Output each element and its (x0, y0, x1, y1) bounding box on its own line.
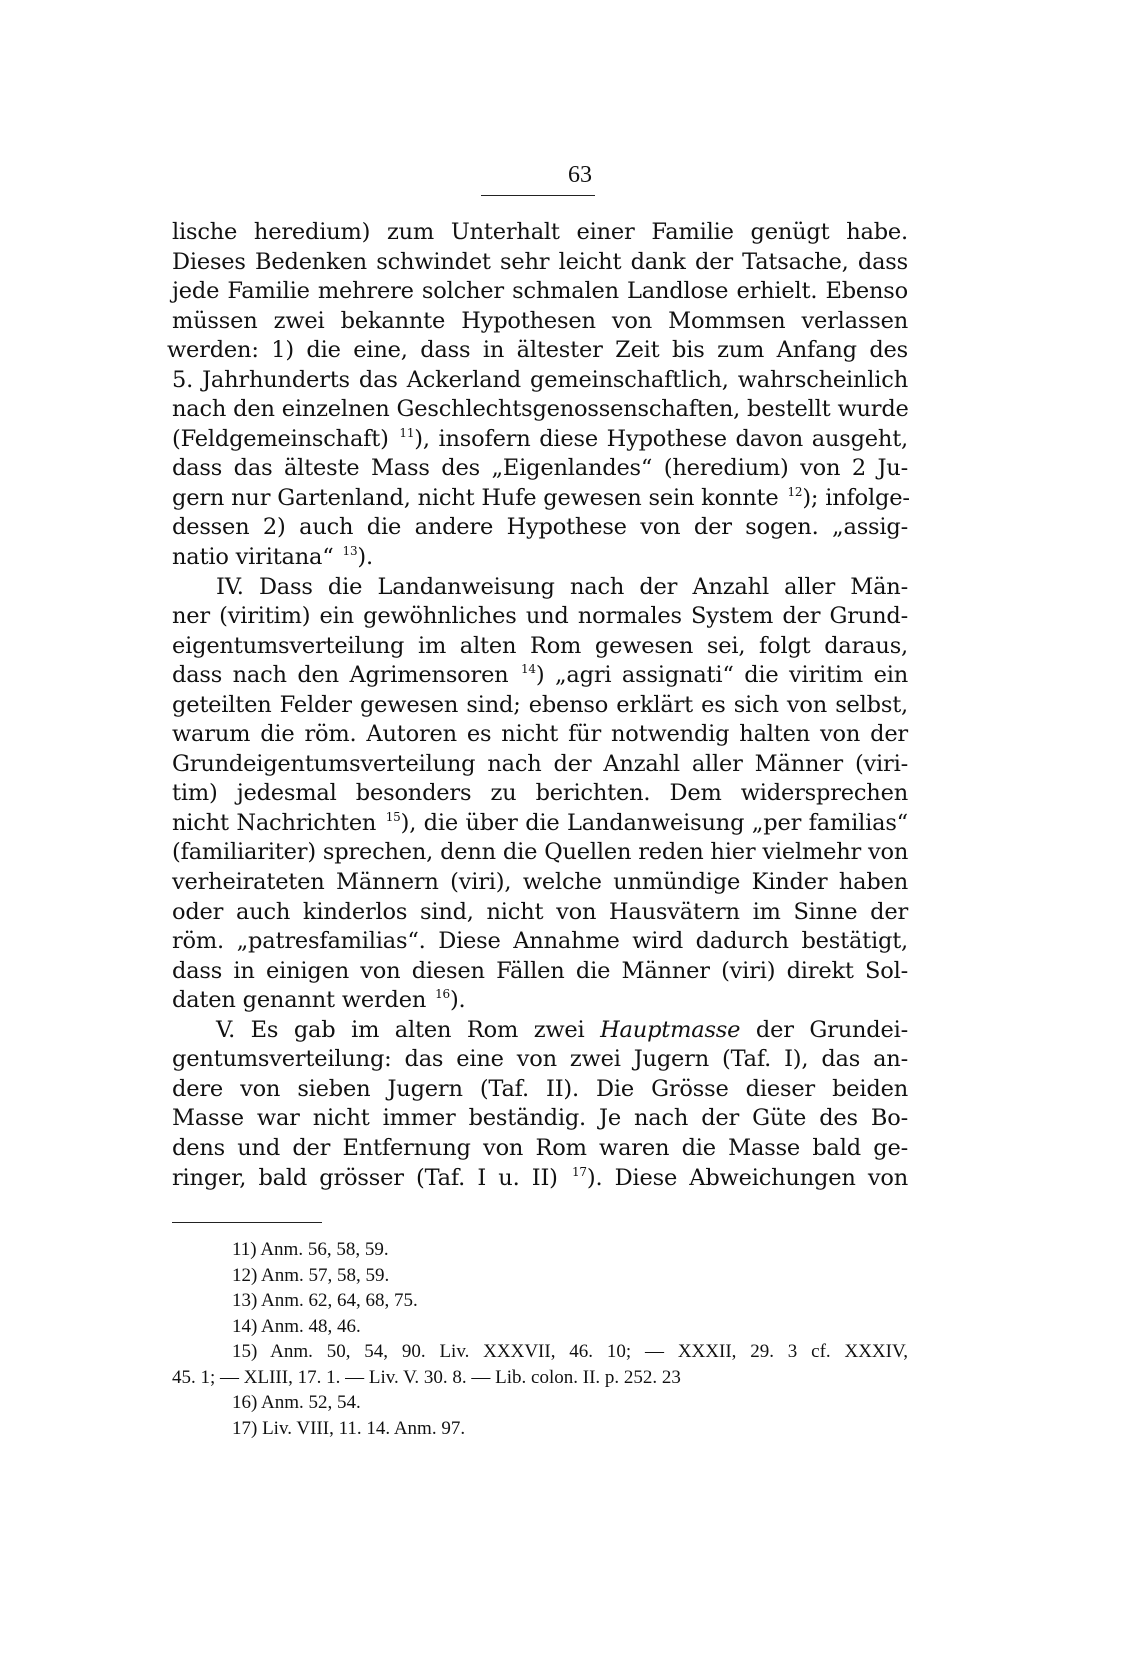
text-line: warum die röm. Autoren es nicht für notwendig halten von der (172, 721, 908, 748)
text-line: röm. „patresfamilias“. Diese Annahme wird dadurch bestätigt, (172, 928, 908, 955)
text-line: oder auch kinderlos sind, nicht von Hausvätern im Sinne der (172, 898, 908, 925)
text-line: lische heredium) zum Unterhalt einer Familie genügt habe. (172, 219, 908, 245)
footnote-ref: 12 (787, 484, 803, 499)
text-line: nicht Nachrichten $^{15}$), die über die Landanweisung „per familias“ (172, 809, 908, 836)
text-line: geteilten Felder gewesen sind; ebenso erklärt es sich von selbst, (172, 691, 908, 718)
body-text (167, 218, 910, 1193)
paragraph-start-iv: IV. Dass die Landanweisung nach der Anzahl aller Män- (216, 573, 908, 600)
footnotes (172, 1237, 908, 1441)
text-line: ringer, bald grösser (Taf. I u. II) $^{17}$). Diese Abweichungen von (172, 1164, 908, 1191)
text-line: (Feldgemeinschaft) $^{11}$), insofern diese Hypothese davon ausgeht, (172, 425, 908, 452)
text-line: (familiariter) sprechen, denn die Quellen reden hier vielmehr von (172, 839, 909, 866)
footnote-16: 16) Anm. 52, 54. (232, 1392, 361, 1413)
text-line: tim) jedesmal besonders zu berichten. Dem widersprechen (172, 780, 908, 807)
text-line: eigentumsverteilung im alten Rom gewesen sei, folgt daraus, (172, 632, 908, 659)
emphasis-hauptmasse: Hauptmasse (600, 1016, 741, 1043)
footnote-13: 13) Anm. 62, 64, 68, 75. (232, 1290, 418, 1311)
footnote-15: 15) Anm. 50, 54, 90. Liv. XXXVII, 46. 10; — XXXII, 29. 3 cf. XXXIV, (232, 1341, 908, 1362)
text-line: verheirateten Männern (viri), welche unmündige Kinder haben (172, 869, 908, 896)
text-line: Masse war nicht immer beständig. Je nach der Güte des Bo- (172, 1105, 908, 1132)
footnote-11: 11) Anm. 56, 58, 59. (232, 1239, 389, 1260)
text-line: werden: 1) die eine, dass in ältester Zeit bis zum Anfang des (167, 337, 908, 364)
footnote-ref: 17 (572, 1164, 587, 1179)
text-line: Grundeigentumsverteilung nach der Anzahl aller Männer (viri- (172, 750, 908, 777)
text-line: Dieses Bedenken schwindet sehr leicht dank der Tatsache, dass (172, 248, 908, 275)
footnote-12: 12) Anm. 57, 58, 59. (232, 1264, 390, 1286)
footnote-14: 14) Anm. 48, 46. (232, 1315, 361, 1337)
footnote-15-continued: 45. 1; — XLIII, 17. 1. — Liv. V. 30. 8. — Lib. colon. II. p. 252. 23 (172, 1366, 681, 1388)
text-line: nach den einzelnen Geschlechtsgenossenschaften, bestellt wurde (172, 396, 909, 423)
footnote-rule (172, 1222, 322, 1223)
page-number: 63 (568, 162, 592, 188)
footnote-ref: 14 (521, 662, 536, 677)
footnote-ref: 13 (342, 544, 358, 559)
text-line: 5. Jahrhunderts das Ackerland gemeinschaftlich, wahrscheinlich (172, 366, 908, 393)
text-line: gentumsverteilung: das eine von zwei Jugern (Taf. I), das an- (172, 1046, 908, 1073)
paragraph-start-v: V. Es gab im alten Rom zwei Hauptmasse der Grundei- (216, 1016, 908, 1043)
footnote-17: 17) Liv. VIII, 11. 14. Anm. 97. (232, 1417, 466, 1439)
text-line: jede Familie mehrere solcher schmalen Landlose erhielt. Ebenso (172, 278, 908, 305)
text-line: dessen 2) auch die andere Hypothese von der sogen. „assig- (172, 514, 908, 541)
footnote-ref: 15 (385, 809, 401, 824)
text-line: dens und der Entfernung von Rom waren die Masse bald ge- (172, 1134, 908, 1161)
text-line: dass das älteste Mass des „Eigenlandes“ (heredium) von 2 Ju- (172, 455, 908, 482)
text-line: gern nur Gartenland, nicht Hufe gewesen sein konnte $^{12}$); infolge- (172, 484, 910, 511)
page-number-rule (481, 195, 595, 196)
text-line: ner (viritim) ein gewöhnliches und normales System der Grund- (172, 603, 908, 630)
footnote-ref: 11 (399, 425, 415, 440)
text-line: daten genannt werden $^{16}$). (172, 987, 466, 1014)
text-line: dass in einigen von diesen Fällen die Männer (viri) direkt Sol- (172, 957, 908, 984)
footnote-ref: 16 (435, 987, 450, 1002)
text-line: dass nach den Agrimensoren $^{14}$) „agri assignati“ die viritim ein (172, 662, 908, 689)
text-line: natio viritana“ $^{13}$). (172, 544, 373, 571)
text-line: müssen zwei bekannte Hypothesen von Mommsen verlassen (172, 307, 908, 334)
text-line: dere von sieben Jugern (Taf. II). Die Grösse dieser beiden (172, 1075, 908, 1102)
